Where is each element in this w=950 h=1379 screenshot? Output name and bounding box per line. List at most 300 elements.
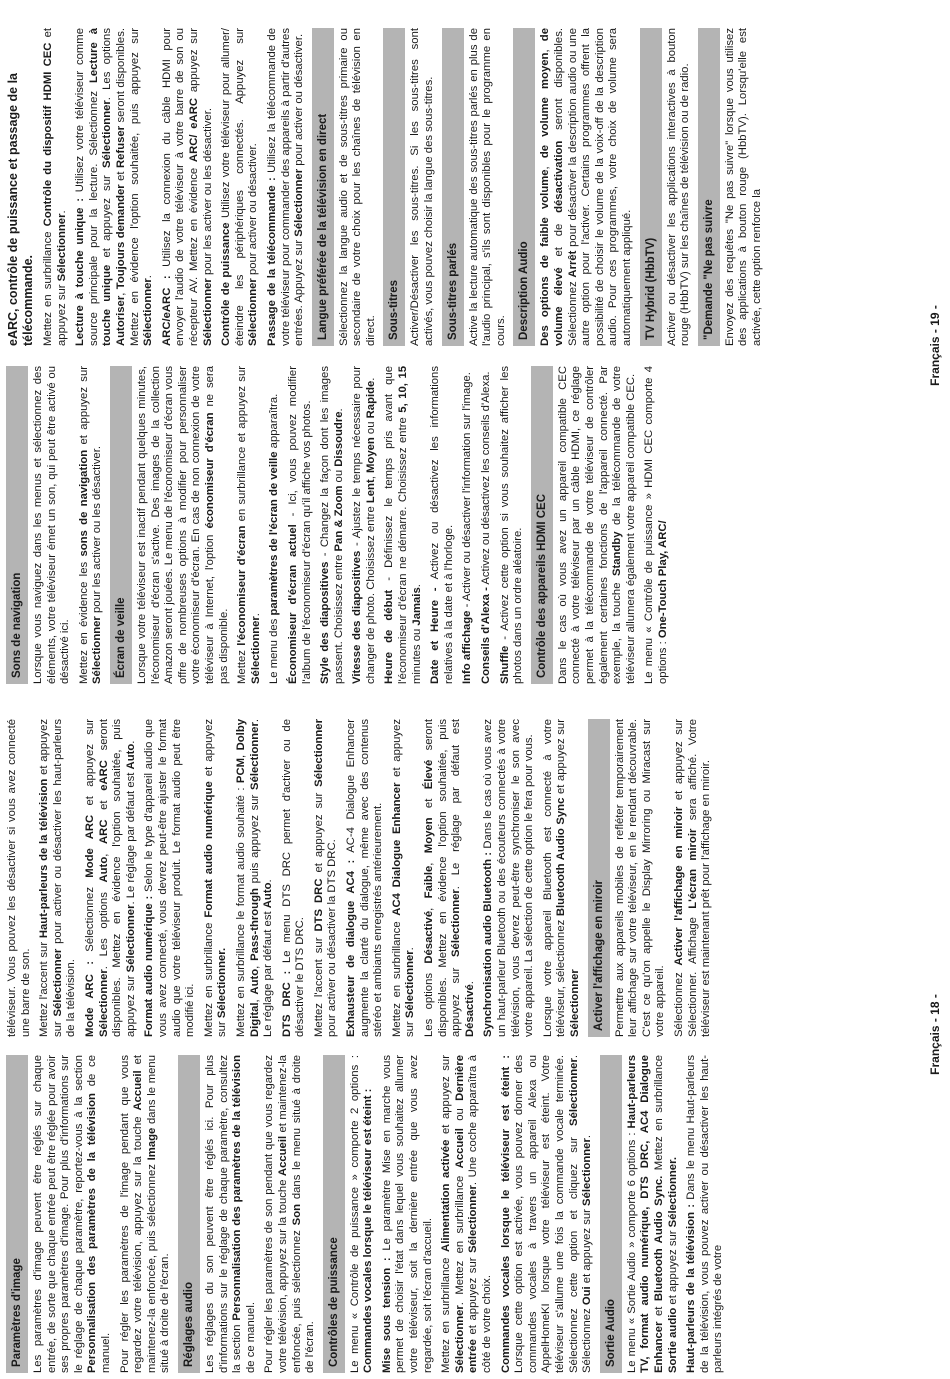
paragraph (266, 28, 307, 346)
bold-text: Mode ARC (83, 814, 96, 878)
text-run: Active la lecture automatique des sous-titres parlés en plus de l'audio principal, s'ils sont disponibles pour le programme en cours. (467, 28, 507, 346)
text-run: Sélectionnez (83, 877, 96, 962)
text-run: Activer/Désactiver les sous-titres. Si les sous-titres sont activés, vous pouvez choisir la langue des sous-titres. (409, 28, 436, 346)
text-run: Dans le cas où vous avez un appareil compatible CEC connecté à votre téléviseur par un câble HDMI, ce réglage permet à la télécommande de votre téléviseur de contrôler également certaines fonctions de l'appareil connecté. Par exemple, la touche (556, 366, 624, 684)
section-heading: Sous-titres parlés (442, 28, 464, 346)
text-run: et maintenez-la enfoncée, puis sélectionnez (132, 1055, 158, 1373)
bold-text: Personnalisation des paramètres de la télévision (231, 1055, 244, 1321)
bold-text: Sélectionner. (666, 1157, 679, 1228)
paragraph (143, 719, 197, 1037)
text-run: et appuyez sur Sélectionner. Affichage (672, 719, 699, 1037)
bold-text: Arrêt (566, 250, 579, 278)
bold-text: Refuser (114, 125, 127, 168)
bold-text: Faible (423, 865, 436, 899)
page-18-footer: Français - 18 - (928, 994, 942, 1075)
paragraph (263, 1055, 317, 1373)
bold-text: Contrôle de puissance (220, 222, 233, 346)
text-run: et (97, 790, 110, 820)
text-run: . (463, 981, 476, 985)
paragraph (482, 719, 536, 1037)
text-run: Sélectionnez la langue audio et de sous-titres primaire ou secondaire de votre choix pour les chaînes de télévision en direct. (337, 28, 377, 346)
text-run: , (539, 158, 552, 170)
text-run: et appuyez sur (390, 719, 417, 1037)
section-heading: Sous-titres (383, 28, 405, 346)
bold-text: Date et Heure - (429, 587, 442, 684)
bold-text: Bluetooth Audio Sync. (652, 1175, 665, 1302)
text-run: en surbrillance et appuyez sur (236, 366, 249, 526)
bold-text: Sélectionner (404, 950, 417, 1019)
bold-text: Sélectionner (581, 1138, 594, 1206)
text-run: , (97, 843, 110, 857)
bold-text: Accueil (276, 1135, 289, 1177)
paragraph (268, 366, 282, 684)
bold-text: Passage de la télécommande : (265, 177, 278, 346)
text-run: et appuyez sur (467, 1252, 480, 1340)
text-run: et appuyez sur (555, 719, 568, 798)
text-run: Les options (423, 963, 436, 1037)
section-heading: Écran de veille (110, 366, 132, 684)
text-run: et (652, 1301, 665, 1322)
bold-text: Haut-parleurs de la télévision (38, 778, 51, 939)
paragraph (351, 366, 378, 684)
paragraph (499, 366, 526, 684)
paragraph (74, 28, 156, 346)
text-run: Utilisez la connexion du câble HDMI pour envoyer l'audio de votre téléviseur à votre barre de son ou récepteur AV. Mettez en évidence (160, 28, 200, 346)
paragraph (220, 28, 261, 346)
bold-text: Synchronisation audio Bluetooth : (482, 851, 495, 1037)
bold-text: paramètres de l'écran de veille (268, 451, 281, 616)
bold-text: Accueil (132, 1070, 145, 1111)
paragraph (136, 366, 231, 684)
bold-text: l'économiseur d'écran (236, 525, 249, 646)
bold-text: Standby (611, 531, 624, 577)
bold-text: Sélectionner (312, 719, 325, 787)
section-heading: "Demande "Ne pas suivre (698, 28, 720, 346)
bold-text: Image (145, 1127, 158, 1161)
text-run: Le menu des (268, 615, 281, 684)
section-heading: Langue préférée de la télévision en direct (312, 28, 334, 346)
bold-text: Sélectionner (97, 969, 110, 1037)
bold-text: Contrôle du dispositif HDMI CEC (42, 42, 54, 227)
text-run: , (539, 41, 552, 53)
bold-text: Format audio numérique : (143, 895, 156, 1037)
text-run: . (142, 275, 155, 279)
bold-text: Oui (581, 1286, 594, 1306)
paragraph (345, 719, 386, 1037)
bold-text: Lecture à touche unique (87, 27, 114, 346)
paragraph (381, 1055, 435, 1373)
text-run: Les paramètres d'image peuvent être réglés sur chaque entrée, de sorte que chaque entrée peut être réglée pour avoir ses propres paramètres d'image. Pour plus d'informations sur le réglage de chaque paramètre, reportez-vous à la section (32, 1055, 85, 1373)
paragraph (500, 1055, 595, 1373)
bold-text: Économiseur d'écran actuel (286, 524, 299, 684)
paragraph (423, 719, 477, 1037)
text-run: Utilisez votre téléviseur pour allumer/éteindre les périphériques connectés. Appuyez sur (220, 27, 246, 346)
bold-text: Commandes vocales lorsque le téléviseur est éteint : (362, 1088, 375, 1373)
bold-text: Sélectionner (247, 278, 260, 346)
bold-text: Haut-parleurs de la télévision : (685, 1203, 698, 1373)
text-run: appuyez sur (187, 28, 200, 98)
text-run: sera affiché. Votre téléviseur est maintenant prêt pour l'affichage en miroir. (686, 719, 713, 1037)
text-run: pour les activer ou les désactiver. (91, 446, 104, 617)
text-run: , (248, 960, 261, 969)
paragraph (461, 366, 475, 684)
text-run: minutes ou (410, 625, 423, 684)
bold-text: Sélectionner (249, 616, 262, 684)
text-run: . (55, 210, 68, 214)
paragraph (42, 28, 69, 346)
paragraph (643, 366, 670, 684)
bold-text: Info affichage (461, 610, 474, 684)
bold-text: One-Touch Play, ARC/ (656, 520, 669, 639)
bold-text: Son (290, 1203, 303, 1226)
text-run: , (114, 289, 127, 296)
text-run: Pour régler les paramètres de son pendant que vous regardez votre télévision, appuyez sur la touche (263, 1055, 289, 1373)
bold-text: Sélectionner (467, 1185, 480, 1253)
text-run: apparaîtra. (268, 393, 281, 452)
text-run: et de (553, 212, 566, 268)
text-run: de la télécommande de votre téléviseur allumera également votre appareil compatible CEC. (611, 366, 637, 684)
paragraph (281, 719, 308, 1037)
text-run: , (423, 898, 436, 911)
text-run: Dans le menu Haut-parleurs de la télévision, vous pouvez activer ou désactiver les haut-parleurs intégrés de votre (685, 1055, 725, 1373)
section-heading: Contrôle des appareils HDMI CEC (531, 366, 553, 684)
text-run: - Changez la façon dont les images passent. Choisissez entre (319, 366, 345, 684)
bold-text: Rapide (364, 380, 377, 419)
text-run: . Le réglage par défaut est (124, 769, 137, 905)
text-run: et (114, 168, 127, 185)
text-run: ou (364, 418, 377, 438)
paragraph (287, 366, 314, 684)
text-run: Mettez en surbrillance (202, 917, 215, 1037)
text-run: et appuyez sur (101, 168, 114, 265)
section-heading: Description Audio (513, 28, 535, 346)
bold-text: Dissoudre (332, 411, 345, 467)
section-heading: TV Hybrid (HbbTV) (640, 28, 662, 346)
bold-text: Auto (262, 882, 275, 909)
text-run: et appuyez sur (666, 1227, 679, 1308)
bold-text: eARC (97, 760, 110, 791)
bold-text: Jamais (410, 587, 423, 626)
paragraph (542, 719, 583, 1037)
bold-text: Exhausteur de dialogue AC4 : (345, 859, 358, 1037)
bold-text: AC4 Dialogue Enhancer (390, 782, 403, 916)
text-run: ou (332, 466, 345, 486)
page-19-footer: Français - 19 - (928, 305, 942, 386)
bold-text: Sélectionner (567, 1058, 580, 1126)
section-heading: Paramètres d'image (6, 1055, 28, 1373)
paragraph (724, 28, 765, 346)
text-run: Mettez (236, 645, 249, 684)
text-run: dans le menu situé à droite de l'écran. (290, 1055, 317, 1373)
bold-text: Moyen (364, 437, 377, 473)
bold-text: Désactivé (423, 910, 436, 964)
text-run: - Définissez le temps pris avant que l'économiseur d'écran ne démarre. Choisissez entre (383, 366, 410, 684)
text-run: pour activer ou désactiver les haut-parleurs de la télévision. (51, 719, 78, 1037)
text-run: Lorsque votre téléviseur est inactif pendant quelques minutes, l'économiseur d'écran s'active. Des images de la collection Amazon seront jouées. Le menu de l'économiseur d'écran vous offre de nombreuses options à modifier pour personnaliser votre économiseur d'écran. En cas de non connexion de votre téléviseur à Internet, l'option (135, 366, 216, 684)
manual-page-18 (0, 690, 950, 1379)
text-run: Dans le cas où vous avez un haut-parleur Bluetooth ou des écouteurs connectés à votre télévision, vous devrez peut-être synchroniser le son avec votre appareil. La sélection de cette option le fera pour vous. (482, 718, 536, 1037)
paragraph (480, 366, 494, 684)
bold-text: Sélectionner (450, 889, 463, 957)
bold-text: Conseils d'Alexa - (480, 587, 493, 684)
bold-text: Personnalisation des paramètres de la télévision (86, 1093, 99, 1373)
bold-text: Moyen (423, 817, 436, 854)
text-run: , (364, 472, 377, 480)
paragraph (319, 366, 346, 684)
bold-text: Sélectionner (101, 100, 114, 169)
text-run: Lorsque vous naviguez dans les menus et sélectionnez des éléments, votre téléviseur émet un son, qui peut être activé ou désactivé ici. (32, 366, 72, 684)
paragraph (383, 366, 424, 684)
bold-text: Mise sous tension : (380, 1257, 393, 1373)
paragraph (84, 719, 138, 1037)
text-run: . Mettez en surbrillance (453, 1168, 466, 1306)
text-run: - Activez cette option si vous souhaitez afficher les photos dans un ordre aléatoire. (498, 366, 525, 684)
paragraph (338, 28, 379, 346)
text-run: ne sera pas disponible. (203, 366, 230, 684)
page-18-column-1 (6, 1055, 731, 1373)
text-run: . Les options (97, 882, 110, 970)
bold-text: Lecture à touche unique : (74, 198, 87, 346)
text-run: et appuyez sur (42, 28, 68, 346)
text-run: . Le réglage par défaut est (248, 718, 275, 1037)
paragraph (409, 28, 436, 346)
paragraph (626, 1055, 680, 1373)
text-run: Mettez en surbrillance (440, 1251, 453, 1373)
text-run: - Ajustez le temps nécessaire pour changer de photo. Choisissez entre (351, 366, 377, 684)
text-run: - Ici, vous pouvez modifier l'album de l'économiseur d'écran qu'il affiche vos photos. (286, 366, 313, 684)
bold-text: de volume élevé (539, 28, 566, 346)
section-heading: Activer l'affichage en miroir (588, 719, 610, 1037)
text-run: Activez ou désactivez les conseils d'Alexa. (480, 371, 493, 588)
paragraph (391, 719, 418, 1037)
paragraph (119, 1055, 173, 1373)
text-run: , (234, 750, 247, 758)
bold-text: DTS DRC (312, 878, 325, 932)
bold-text: Dolby Digital (234, 718, 261, 1037)
text-run: AC-4 Dialogue Enhancer augmente la clarté du dialogue, même avec des contenus stéréo et ambiants enregistrés antérieurement. (345, 718, 385, 1037)
bold-text: Sélectionner (568, 969, 581, 1037)
text-run: Mettez en surbrillance (652, 1055, 665, 1176)
paragraph (539, 28, 634, 346)
bold-text: Activer l'affichage en miroir (672, 806, 685, 966)
text-run: . (249, 613, 262, 617)
text-run: Pour régler les paramètres de l'image pendant que vous regardez votre télévision, appuyez sur la touche (118, 1055, 145, 1373)
text-run: et maintenez-la enfoncée, puis sélectionnez (276, 1054, 303, 1373)
bold-text: Vitesse des diapositives (351, 550, 364, 684)
bold-text: Pan & Zoom (332, 485, 345, 552)
paragraph (38, 719, 79, 1037)
text-run: et appuyez sur (83, 719, 96, 815)
bold-text: Sélectionner (142, 278, 155, 346)
text-run: . Le réglage par défaut est (450, 719, 463, 890)
bold-text: Commandes vocales lorsque le téléviseur est éteint : (499, 1055, 512, 1373)
bold-text: Sélectionner (91, 616, 104, 684)
text-run: et appuyez sur (440, 1055, 453, 1140)
bold-text: Dernière entrée (453, 1055, 480, 1373)
bold-text: L'écran miroir (686, 828, 699, 909)
text-run: et appuyez sur (77, 366, 90, 450)
text-run: Mettez en surbrillance le format audio souhaité : (234, 783, 247, 1037)
page-18-column-2 (6, 719, 719, 1037)
bold-text: Sélectionner (248, 722, 261, 790)
text-run: pour activer ou désactiver. (247, 143, 260, 279)
bold-text: Des options de faible volume (539, 169, 552, 346)
text-run: Lorsque cette option est activée, vous pouvez donner des commandes vocales à travers un appareil Alexa ou AppelHomeKI lorsque votre téléviseur est éteint. Votre téléviseur s'allume une fois la commande vocale terminée. Sélectionnez cette option et cliquez sur (513, 1055, 580, 1373)
section-heading: Sortie Audio (600, 1055, 622, 1373)
bold-text: Haut-parleurs TV, format audio numérique, DTS DRC, AC4 Dialogue Enhancer (625, 1055, 665, 1373)
page-19-column-2 (6, 28, 770, 346)
text-run: . (364, 377, 377, 381)
text-run: Le menu « Contrôle de puissance » comporte 2 options : (348, 1055, 361, 1373)
section-heading: eARC, contrôle de puissance et passage de la télécommande. (6, 72, 35, 346)
text-run: Mettez l'accent sur (312, 931, 325, 1037)
bold-text: Shuffle (498, 645, 511, 684)
text-run: ou (453, 1100, 466, 1129)
bold-text: Auto (248, 968, 261, 995)
text-run: Mettez en surbrillance (390, 915, 403, 1037)
paragraph (673, 719, 714, 1037)
paragraph (235, 719, 276, 1037)
text-run: Le menu DTS DRC permet d'activer ou de désactiver le DTS DRC. (280, 718, 307, 1037)
bold-text: Format audio numérique (202, 781, 215, 918)
text-run: Le menu « Sortie Audio » comporte 6 options : (625, 1128, 638, 1373)
text-run: Lorsque votre appareil Bluetooth est connecté à votre téléviseur, sélectionnez (541, 719, 568, 1037)
text-run: , (423, 853, 436, 866)
text-run: Mettez en surbrillance (42, 226, 54, 346)
text-run: Le menu « Contrôle de puissance » HDMI CEC comporte 4 options : (643, 366, 669, 684)
bold-text: Mode ARC : (83, 961, 96, 1037)
bold-text: Heure de début (383, 589, 396, 684)
bold-text: Autoriser (114, 295, 127, 346)
paragraph (6, 719, 33, 1037)
text-run: seront disponibles. Mettez en évidence l'option souhaitée, puis appuyez sur (114, 28, 141, 346)
text-run: . (262, 879, 275, 883)
bold-text: Sélectionner (293, 168, 306, 237)
section-heading: Réglages audio (178, 1055, 200, 1373)
bold-text: désactivation (553, 140, 566, 213)
bold-text: ARC/ eARC (187, 97, 200, 163)
bold-text: économiseur d'écran (203, 412, 216, 529)
text-run: Selon le type d'appareil audio que vous avez connecté, vous devrez peut-être ajuster le format audio que votre téléviseur produit. Le format audio peut être modifié ici. (143, 719, 197, 1037)
text-run: et appuyez sur (38, 719, 64, 1037)
text-run: Les réglages du son peuvent être réglés ici. Pour plus d'informations sur le réglage de chaque paramètre, consultez la section (203, 1055, 244, 1373)
text-run: seront disponibles. Mettez en évidence l'option souhaitée, puis appuyez sur (423, 719, 463, 1037)
bold-text: Toujours demander (114, 184, 127, 290)
text-run: - Activer ou désactiver l'information sur l'image. (461, 372, 474, 611)
paragraph (666, 28, 693, 346)
paragraph (32, 1055, 114, 1373)
paragraph (349, 1055, 376, 1373)
bold-text: Alimentation activée (440, 1139, 453, 1252)
text-run: Mettez en évidence les (77, 556, 90, 684)
paragraph (203, 719, 230, 1037)
text-run: . (332, 408, 345, 412)
bold-text: Pass-through (248, 888, 261, 961)
text-run: puis appuyez sur (248, 789, 261, 889)
text-run: Utilisez la télécommande de votre téléviseur pour commander des appareils à partir d'autres entrées. Appuyez sur (265, 28, 306, 346)
section-heading: Contrôles de puissance (323, 1055, 345, 1373)
text-run: pour activer ou désactiver la DTS DRC. (326, 839, 339, 1037)
text-run: . (410, 584, 423, 588)
paragraph (236, 366, 263, 684)
bold-text: Accueil (453, 1128, 466, 1169)
text-run: pour désactiver la description audio ou une autre option pour l'activer. Certains programmes offrent la possibilité de choisir le volume de la voix-off de la description audio. Pour ces programmes, votre choix de volume sera automatiquement appliqué. (566, 28, 633, 346)
text-run: Le paramètre Mise en marche vous permet de choisir l'état dans lequel vous souhaitez allumer votre téléviseur, soit la dernière entrée que vous avez regardée, soit l'écran d'accueil. (380, 1055, 434, 1373)
text-run: . (404, 947, 417, 951)
text-run: téléviseur. Vous pouvez les désactiver si vous avez connecté une barre de son. (6, 719, 32, 1037)
text-run: Envoyez des requêtes "Ne pas suivre" lorsque vous utilisez des applications à bouton rouge (HbbTV). Lorsqu'elle est activée, cette option renforce la (723, 28, 763, 346)
bold-text: Sélectionner (201, 278, 214, 346)
text-run: Permettre aux appareils mobiles de refléter temporairement leur affichage sur votre téléviseur, en le rendant découvrable. C'est ce qu'on appelle le Display Mirroring ou Miracast sur votre appareil. (613, 719, 667, 1037)
bold-text: sons de navigation (77, 449, 90, 557)
page-19-column-1 (6, 366, 676, 684)
paragraph (32, 366, 73, 684)
bold-text: Auto (124, 743, 137, 770)
bold-text: PCM (234, 757, 247, 784)
paragraph (313, 719, 340, 1037)
text-run: . Les options (101, 28, 114, 101)
text-run: , (248, 994, 261, 1003)
text-run: Utilisez votre téléviseur comme source principale pour la lecture. Sélectionnez (74, 28, 100, 346)
text-run: . (581, 1135, 594, 1139)
bold-text: ARC (97, 819, 110, 844)
text-run: et (423, 789, 436, 818)
text-run: dans le menu situé à droite de l'écran. (145, 1055, 172, 1373)
paragraph (440, 1055, 494, 1373)
bold-text: Lent (364, 479, 377, 504)
text-run: Mettez l'accent sur (38, 938, 51, 1037)
bold-text: Auto (97, 856, 110, 883)
bold-text: Sortie audio (666, 1307, 679, 1373)
text-run: pour les activer ou les désactiver. (201, 108, 214, 279)
bold-text: Sélectionner (55, 213, 68, 282)
text-run: Activer ou désactiver les applications interactives à bouton rouge (HbbTV) sur les chaînes de télévision ou de radio. (665, 28, 692, 346)
text-run: . Sélectionnez (567, 1055, 594, 1373)
text-run: seront disponibles. Mettez en évidence l'option souhaitée, puis appuyez sur (97, 718, 137, 1037)
text-run: seront disponibles. Sélectionnez (553, 28, 579, 346)
paragraph (78, 366, 105, 684)
bold-text: DTS DRC : (280, 970, 293, 1037)
paragraph (429, 366, 456, 684)
text-run: . (124, 740, 137, 744)
bold-text: Sélectionner (124, 904, 137, 973)
paragraph (161, 28, 215, 346)
bold-text: 5, 10, 15 (397, 365, 410, 413)
text-run: Activez ou désactivez les informations relatives à la date et à l'horloge. (429, 366, 455, 684)
bold-text: Style des diapositives (319, 561, 332, 684)
paragraph (557, 366, 639, 684)
text-run: de ce manuel. (244, 1302, 257, 1373)
text-run: et appuyez sur (202, 719, 229, 1037)
paragraph (685, 1055, 726, 1373)
bold-text: Bluetooth Audio Sync (555, 797, 568, 917)
text-run: de ce manuel. (86, 1055, 112, 1373)
bold-text: Sélectionner (453, 1305, 466, 1373)
text-run: . Une coche apparaîtra à côté de votre choix. (467, 1055, 494, 1373)
text-run: et appuyez sur (581, 1205, 594, 1287)
text-run: Sélectionnez (672, 965, 685, 1037)
paragraph (614, 719, 668, 1037)
bold-text: ARC/eARC : (160, 275, 173, 346)
paragraph (204, 1055, 258, 1373)
bold-text: Désactivé (463, 984, 476, 1037)
text-run: et appuyez sur (312, 786, 325, 879)
bold-text: Élevé (423, 759, 436, 790)
paragraph (468, 28, 509, 346)
text-run: pour activer ou désactiver. (293, 33, 306, 169)
bold-text: de volume moyen (539, 52, 552, 159)
bold-text: Sélectionner (51, 948, 64, 1017)
